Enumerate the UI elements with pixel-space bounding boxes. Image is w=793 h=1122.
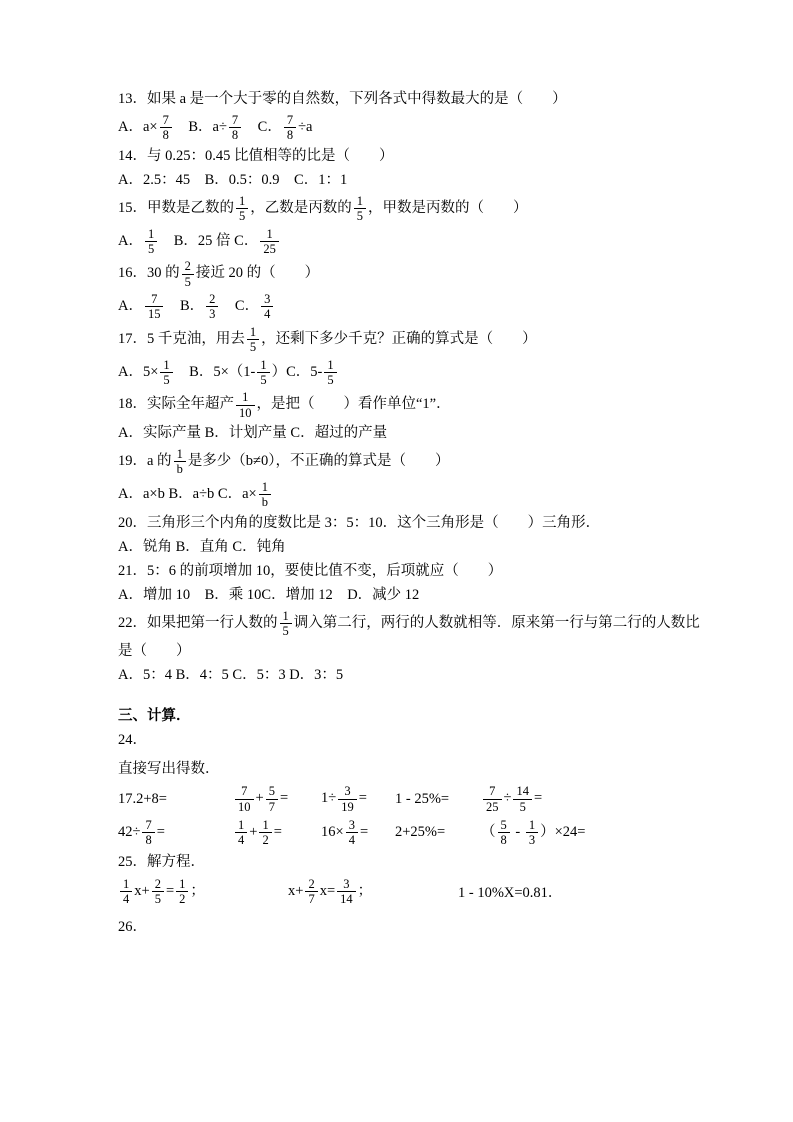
question-24-row1 — [118, 783, 677, 815]
fraction: $\frac{1}{25}$ — [260, 227, 279, 257]
fraction: $\frac{7}{8}$ — [160, 113, 172, 143]
equation: x+ $\frac{2}{7}$ x= $\frac{3}{14}$ ； — [288, 876, 373, 907]
question-21-options: A．增加 10 B．乘 10C．增加 12 D．减少 12 — [118, 586, 420, 603]
question-16-stem: 16．30 的 $\frac{2}{5}$ 接近 20 的（ ） — [118, 259, 320, 289]
question-26-number: 26． — [118, 918, 147, 935]
question-13-options: A．a× $\frac{7}{8}$ B．a÷ $\frac{7}{8}$ C． $\frac{7}{8}$ ÷a — [118, 113, 313, 143]
fraction: $\frac{1}{2}$ — [176, 877, 188, 907]
calc-expression: 1÷ $\frac{3}{19}$ = — [321, 784, 367, 814]
fraction: $\frac{3}{14}$ — [337, 877, 356, 907]
fraction: $\frac{7}{15}$ — [145, 292, 164, 322]
fraction: $\frac{1}{10}$ — [236, 390, 255, 420]
question-24-instruction: 直接写出得数． — [118, 761, 220, 778]
question-18-stem: 18．实际全年超产 $\frac{1}{10}$ ，是把（ ）看作单位“1”． — [118, 390, 451, 420]
fraction: $\frac{1}{2}$ — [259, 818, 271, 848]
fraction: $\frac{3}{4}$ — [346, 818, 358, 848]
question-19-options: A．a×b B．a÷b C．a× $\frac{1}{b}$ — [118, 479, 677, 511]
fraction: $\frac{1}{5}$ — [324, 358, 336, 388]
question-22-stem-line2: 是（ ） — [118, 643, 191, 660]
fraction: $\frac{1}{3}$ — [526, 818, 538, 848]
fraction: $\frac{5}{8}$ — [498, 818, 510, 848]
fraction: $\frac{1}{b}$ — [259, 480, 271, 510]
question-17-options: A．5× $\frac{1}{5}$ B．5×（1- $\frac{1}{5}$ ）C．5- $\frac{1}{5}$ — [118, 357, 677, 389]
fraction: $\frac{5}{7}$ — [266, 784, 278, 814]
question-14-options: A．2.5：45 B．0.5：0.9 C．1：1 — [118, 171, 348, 188]
fraction: $\frac{7}{8}$ — [229, 113, 241, 143]
question-17-stem: 17．5 千克油，用去 $\frac{1}{5}$ ，还剩下多少千克？正确的算式是（ ） — [118, 324, 537, 355]
section-3-title: 三、计算． — [118, 708, 191, 725]
fraction: $\frac{1}{5}$ — [236, 194, 248, 224]
calc-expression: 42÷ $\frac{7}{8}$ = — [118, 818, 165, 848]
question-24-number: 24． — [118, 732, 147, 749]
fraction: $\frac{1}{5}$ — [160, 358, 172, 388]
question-20-stem: 20．三角形三个内角的度数比是 3：5：10．这个三角形是（ ）三角形． — [118, 514, 601, 531]
question-15-options: A． $\frac{1}{5}$ B．25 倍 C． $\frac{1}{25}$ — [118, 226, 677, 258]
question-24-row2 — [118, 817, 677, 849]
fraction: $\frac{1}{b}$ — [174, 447, 186, 477]
fraction: $\frac{1}{4}$ — [235, 818, 247, 848]
equation: 1 - 10%X=0.81． — [458, 885, 563, 902]
fraction: $\frac{2}{5}$ — [152, 877, 164, 907]
question-14-stem: 14．与 0.25：0.45 比值相等的比是（ ） — [118, 147, 394, 164]
question-20-options: A．锐角 B．直角 C．钝角 — [118, 538, 286, 555]
fraction: $\frac{2}{5}$ — [182, 259, 194, 289]
fraction: $\frac{7}{25}$ — [483, 784, 502, 814]
question-21-stem: 21．5：6 的前项增加 10，要使比值不变，后项就应（ ） — [118, 562, 503, 579]
fraction: $\frac{2}{3}$ — [206, 292, 218, 322]
fraction: $\frac{1}{5}$ — [257, 358, 269, 388]
question-16-options: A． $\frac{7}{15}$ B． $\frac{2}{3}$ C． $\frac{3}{4}$ — [118, 291, 677, 323]
calc-expression: 1 - 25%= — [395, 790, 450, 807]
calc-expression: $\frac{1}{4}$ + $\frac{1}{2}$ = — [233, 817, 321, 849]
question-25-label: 25．解方程． — [118, 853, 205, 870]
fraction: $\frac{1}{5}$ — [247, 325, 259, 355]
fraction: $\frac{14}{5}$ — [513, 784, 532, 814]
fraction: $\frac{3}{19}$ — [338, 784, 357, 814]
question-22-stem-line1: 22．如果把第一行人数的 $\frac{1}{5}$ 调入第二行，两行的人数就相等．原来第一行与第二行的人数比 — [118, 608, 700, 638]
fraction: $\frac{1}{5}$ — [145, 227, 157, 257]
fraction: $\frac{7}{8}$ — [142, 818, 154, 848]
calc-expression: $\frac{7}{25}$ ÷ $\frac{14}{5}$ = — [481, 783, 542, 815]
fraction: $\frac{2}{7}$ — [305, 877, 317, 907]
calc-expression: 16× $\frac{3}{4}$ = — [321, 818, 369, 848]
fraction: $\frac{7}{10}$ — [235, 784, 254, 814]
question-15-stem: 15．甲数是乙数的 $\frac{1}{5}$ ，乙数是丙数的 $\frac{1}{5}$ ，甲数是丙数的（ ） — [118, 193, 528, 224]
question-13-stem: 13．如果 a 是一个大于零的自然数，下列各式中得数最大的是（ ） — [118, 91, 567, 107]
fraction: $\frac{7}{8}$ — [284, 113, 296, 143]
fraction: $\frac{3}{4}$ — [261, 292, 273, 322]
fraction: $\frac{1}{5}$ — [280, 609, 292, 639]
calc-expression: 17.2+8= — [118, 790, 167, 807]
question-19-stem: 19．a 的 $\frac{1}{b}$ 是多少（b≠0），不正确的算式是（ ） — [118, 447, 450, 477]
calc-expression: $\frac{7}{10}$ + $\frac{5}{7}$ = — [233, 783, 321, 815]
calc-expression: 2+25%= — [395, 824, 446, 841]
question-25-equations — [118, 876, 677, 908]
equation: $\frac{1}{4}$ x+ $\frac{2}{5}$ = $\frac{1}{2}$ ； — [118, 876, 288, 908]
fraction: $\frac{1}{4}$ — [120, 877, 132, 907]
question-18-options: A．实际产量 B．计划产量 C．超过的产量 — [118, 425, 388, 441]
calc-expression: （ $\frac{5}{8}$ - $\frac{1}{3}$ ）×24= — [481, 818, 586, 848]
question-22-options: A．5：4 B．4：5 C．5：3 D．3：5 — [118, 667, 344, 684]
fraction: $\frac{1}{5}$ — [354, 194, 366, 224]
